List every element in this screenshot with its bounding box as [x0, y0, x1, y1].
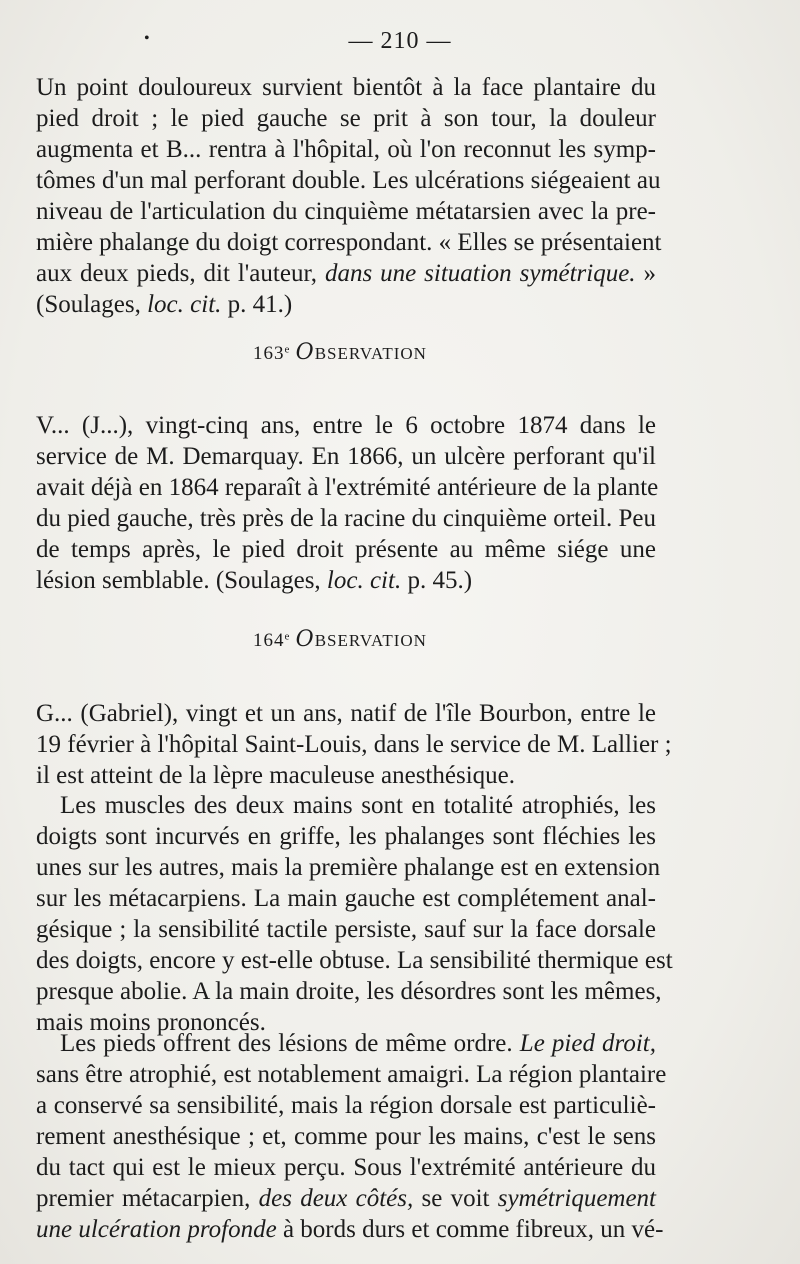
text-line: 19 février à l'hôpital Saint-Louis, dans le service de M. Lallier ;	[36, 731, 672, 758]
text-line: rement anesthésique ; et, comme pour les mains, c'est le sens	[36, 1123, 656, 1150]
italic-text: symétriquement	[497, 1185, 657, 1212]
italic-text: loc. cit.	[147, 291, 222, 318]
text-line	[36, 289, 656, 320]
paragraph-continuation	[36, 72, 662, 320]
text-line: de temps après, le pied droit présente au même siége une	[36, 536, 656, 563]
observation-heading-164	[0, 627, 680, 652]
text-run: premier métacarpien,	[36, 1185, 251, 1212]
text-line: du tact qui est le mieux perçu. Sous l'extrémité antérieure du	[36, 1154, 656, 1181]
text-line: des doigts, encore y est-elle obtuse. La sensibilité thermique est	[36, 947, 673, 974]
text-line: a conservé sa sensibilité, mais la région dorsale est particuliè-	[36, 1092, 656, 1119]
italic-text: une ulcération profonde	[36, 1216, 277, 1243]
text-run: p. 45.)	[407, 567, 473, 594]
text-run: (Soulages,	[36, 291, 141, 318]
italic-text: Le pied droit,	[519, 1030, 657, 1057]
page-bullet: •	[144, 30, 150, 47]
text-line: gésique ; la sensibilité tactile persiste, sauf sur la face dorsale	[36, 916, 656, 943]
text-run: lésion semblable. (Soulages,	[36, 567, 321, 594]
text-line: doigts sont incurvés en griffe, les phalanges sont fléchies les	[36, 823, 656, 850]
text-line: V... (J...), vingt-cinq ans, entre le 6 octobre 1874 dans le	[36, 412, 656, 439]
heading-initial: O	[295, 627, 315, 652]
observation-164-feet	[36, 1028, 667, 1245]
italic-text: loc. cit.	[326, 567, 402, 594]
text-line: mière phalange du doigt correspondant. « Elles se présentaient	[36, 229, 662, 256]
text-run: »	[643, 260, 656, 287]
observation-164-hands	[36, 790, 673, 1038]
text-line	[36, 1214, 664, 1245]
heading-rest: BSERVATION	[314, 631, 427, 650]
text-line: sur les métacarpiens. La main gauche est complétement anal-	[36, 885, 656, 912]
observation-164-intro	[36, 698, 672, 791]
text-line: sans être atrophié, est notablement amaigri. La région plantaire	[36, 1061, 667, 1088]
text-line	[36, 1028, 656, 1059]
ordinal-suffix: e	[284, 343, 291, 356]
text-line: service de M. Demarquay. En 1866, un ulcère perforant qu'il	[36, 443, 656, 470]
text-line: augmenta et B... rentra à l'hôpital, où l'on reconnut les symp-	[36, 136, 656, 163]
text-line	[36, 258, 656, 289]
ordinal-suffix: e	[284, 630, 291, 643]
text-run: Les pieds offrent des lésions de même ordre.	[60, 1030, 513, 1057]
text-line: Les muscles des deux mains sont en totalité atrophiés, les	[60, 792, 656, 819]
text-line: pied droit ; le pied gauche se prit à son tour, la douleur	[36, 105, 656, 132]
text-line: il est atteint de la lèpre maculeuse anesthésique.	[36, 762, 515, 789]
page-number: — 210 —	[348, 28, 452, 54]
text-run: à bords durs et comme fibreux, un vé-	[282, 1216, 664, 1243]
text-run: se voit	[421, 1185, 490, 1212]
text-line: niveau de l'articulation du cinquième métatarsien avec la pre-	[36, 198, 656, 225]
observation-number: 164	[253, 630, 285, 651]
text-line: avait déjà en 1864 reparaît à l'extrémité antérieure de la plante	[36, 474, 659, 501]
observation-heading-163	[0, 340, 680, 365]
heading-rest: BSERVATION	[314, 344, 427, 363]
text-line: tômes d'un mal perforant double. Les ulcérations siégeaient au	[36, 167, 661, 194]
heading-initial: O	[295, 340, 315, 365]
text-line: Un point douloureux survient bientôt à la face plantaire du	[36, 74, 656, 101]
observation-163-text	[36, 410, 659, 596]
italic-text: dans une situation symétrique.	[324, 260, 636, 287]
observation-number: 163	[253, 343, 285, 364]
text-line	[36, 565, 656, 596]
text-run: p. 41.)	[227, 291, 293, 318]
text-line: unes sur les autres, mais la première phalange est en extension	[36, 854, 661, 881]
text-line: G... (Gabriel), vingt et un ans, natif de l'île Bourbon, entre le	[36, 700, 656, 727]
text-line: presque abolie. A la main droite, les désordres sont les mêmes,	[36, 978, 662, 1005]
text-line: du pied gauche, très près de la racine du cinquième orteil. Peu	[36, 505, 656, 532]
italic-text: des deux côtés,	[258, 1185, 414, 1212]
text-run: aux deux pieds, dit l'auteur,	[36, 260, 318, 287]
text-line: mais moins prononcés.	[36, 1009, 266, 1036]
text-line	[36, 1183, 656, 1214]
